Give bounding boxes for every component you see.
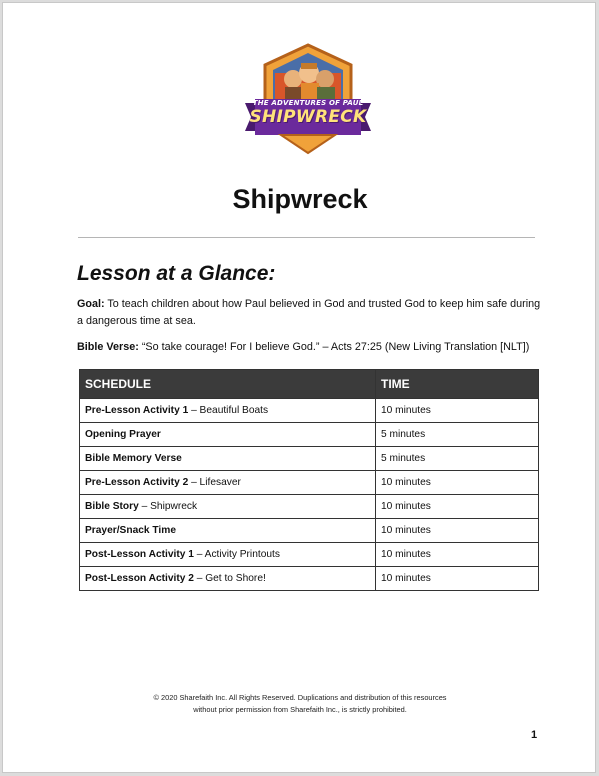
table-row [80, 519, 539, 543]
table-row [80, 447, 539, 471]
activity-name: Prayer/Snack Time [85, 525, 176, 536]
activity-cell [80, 543, 376, 567]
time-cell: 10 minutes [376, 471, 539, 495]
activity-name: Post-Lesson Activity 1 [85, 549, 194, 560]
goal-paragraph [77, 296, 547, 330]
activity-cell [80, 471, 376, 495]
activity-name: Bible Memory Verse [85, 453, 182, 464]
goal-label: Goal: [77, 298, 105, 310]
activity-name: Opening Prayer [85, 429, 161, 440]
logo-title: SHIPWRECK [249, 107, 367, 127]
bible-verse-label: Bible Verse: [77, 341, 139, 353]
divider [78, 237, 535, 238]
goal-text: To teach children about how Paul believed in God and trusted God to keep him safe during a dangerous time at sea. [77, 298, 541, 327]
activity-detail: – Get to Shore! [193, 573, 266, 584]
schedule-table [79, 369, 539, 591]
page-number: 1 [531, 729, 538, 741]
table-row [80, 567, 539, 591]
time-column-header: TIME [376, 370, 539, 399]
time-cell: 5 minutes [376, 423, 539, 447]
copyright-footer [3, 692, 597, 716]
activity-name: Bible Story [85, 501, 139, 512]
activity-detail: – Activity Printouts [193, 549, 280, 560]
copyright-line-1: © 2020 Sharefaith Inc. All Rights Reserved. Duplications and distribution of this resources [153, 693, 447, 702]
activity-detail: – Shipwreck [138, 501, 198, 512]
time-cell: 10 minutes [376, 519, 539, 543]
table-row [80, 471, 539, 495]
activity-cell [80, 399, 376, 423]
activity-cell [80, 567, 376, 591]
activity-cell [80, 447, 376, 471]
table-row [80, 543, 539, 567]
table-row [80, 399, 539, 423]
time-cell: 10 minutes [376, 567, 539, 591]
copyright-line-2: without prior permission from Sharefaith Inc., is strictly prohibited. [193, 705, 407, 714]
time-cell: 5 minutes [376, 447, 539, 471]
time-cell: 10 minutes [376, 543, 539, 567]
activity-detail: – Lifesaver [188, 477, 241, 488]
activity-cell [80, 423, 376, 447]
time-cell: 10 minutes [376, 399, 539, 423]
activity-detail: – Beautiful Boats [188, 405, 269, 416]
activity-cell [80, 495, 376, 519]
bible-verse-text: “So take courage! For I believe God.” – Acts 27:25 (New Living Translation [NLT]) [138, 341, 530, 353]
activity-cell [80, 519, 376, 543]
bible-verse-paragraph [77, 339, 547, 356]
series-logo [241, 43, 375, 155]
time-cell: 10 minutes [376, 495, 539, 519]
logo-subtitle: THE ADVENTURES OF PAUL [252, 99, 364, 107]
section-heading: Lesson at a Glance: [77, 262, 276, 285]
activity-name: Pre-Lesson Activity 1 [85, 405, 189, 416]
document-page [2, 2, 596, 773]
activity-name: Post-Lesson Activity 2 [85, 573, 194, 584]
table-header-row [80, 370, 539, 399]
table-row [80, 495, 539, 519]
activity-name: Pre-Lesson Activity 2 [85, 477, 189, 488]
page-title: Shipwreck [232, 184, 368, 214]
schedule-column-header: SCHEDULE [80, 370, 376, 399]
table-row [80, 423, 539, 447]
